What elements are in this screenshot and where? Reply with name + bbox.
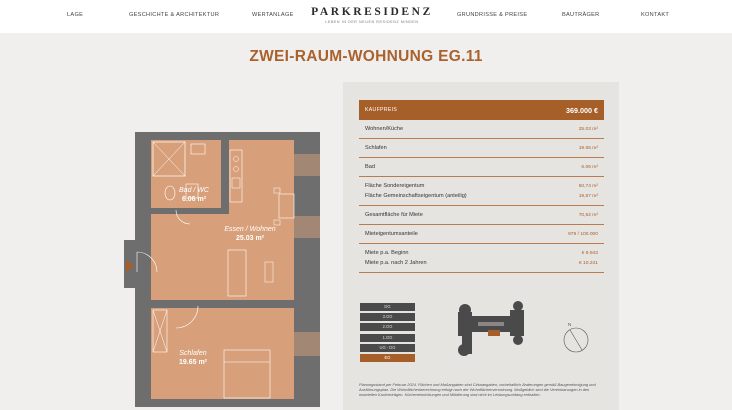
nav-grundrisse-preise[interactable]: GRUNDRISSE & PREISE <box>457 12 528 18</box>
room-schlafen <box>151 308 294 399</box>
logo-tagline: LEBEN IN DER NEUEN RESIDENZ MINDEN <box>325 20 419 24</box>
room-area-bad-wc: 6.06 m² <box>181 196 207 203</box>
detail-label: Miete p.a. Beginn <box>365 250 409 256</box>
nav-wertanlage[interactable]: WERTANLAGE <box>252 12 294 18</box>
detail-row-mieteigentum <box>359 225 604 244</box>
logo[interactable] <box>308 6 436 24</box>
detail-label: Miete p.a. nach 2 Jahren <box>365 260 427 266</box>
nav-geschichte-architektur[interactable]: GESCHICHTE & ARCHITEKTUR <box>129 12 220 18</box>
site-plan-icon <box>438 300 538 362</box>
compass-north-label: N <box>568 322 572 327</box>
detail-value: 979 / 100.000 <box>568 231 598 237</box>
details-table <box>359 100 604 273</box>
room-area-schlafen: 19.65 m² <box>178 359 208 366</box>
detail-value: 19.65 m² <box>578 145 598 151</box>
price-row <box>359 100 604 120</box>
compass-icon <box>560 320 592 354</box>
nav-bautraeger[interactable]: BAUTRÄGER <box>562 12 600 18</box>
detail-row-gesamtflaeche <box>359 206 604 225</box>
detail-value: 70,62 m² <box>578 212 598 218</box>
detail-label: Schlafen <box>365 145 387 151</box>
floor-selector <box>360 303 415 364</box>
apartment-info-panel <box>343 82 619 410</box>
detail-label: Fläche Sondereigentum <box>365 183 425 189</box>
room-label-bad-wc: Bad / WC <box>179 187 209 194</box>
floor-button-3og[interactable]: 3.OG <box>360 313 415 321</box>
detail-row-bad <box>359 158 604 177</box>
detail-value: € 9.943 <box>581 250 598 256</box>
detail-value: 6.06 m² <box>581 164 598 170</box>
detail-row-flaechen <box>359 177 604 206</box>
room-label-essen-wohnen: Essen / Wohnen <box>224 226 276 233</box>
detail-label: Wohnen/Küche <box>365 126 404 132</box>
floor-button-eg[interactable]: EG <box>360 354 415 362</box>
room-label-schlafen: Schlafen <box>179 350 207 357</box>
detail-row-miete <box>359 244 604 273</box>
detail-label: Fläche Gemeinschaftseigentum (anteilig) <box>365 193 467 199</box>
floor-button-ug-dg[interactable]: UG - DG <box>360 344 415 352</box>
detail-row-wohnen <box>359 120 604 139</box>
room-area-essen-wohnen: 25.03 m² <box>235 235 265 242</box>
price-value: 369.000 € <box>566 105 598 115</box>
detail-label: Gesamtfläche für Miete <box>365 212 423 218</box>
detail-value: € 10.241 <box>578 260 598 266</box>
disclaimer-text: Planungsstand per Februar 2024. Flächen und Maßangaben sind Cirkaangaben, vorbehaltlich Änderungen gemäß Baugenehmigung und Ausführungsplan. Die Wohnflächenberechnung erfolgt nach der Wohnflächenverordnung. Maßgeblich sind die Vereinbarungen in den notariellen Kaufverträgen. Kücheneinrichtungen und Möblierung sind nicht im Leistungsumfang enthalten. <box>359 382 596 398</box>
floor-button-dg[interactable]: DG <box>360 303 415 311</box>
floor-button-2og[interactable]: 2.OG <box>360 323 415 331</box>
floor-plan <box>124 132 320 407</box>
detail-label: Bad <box>365 164 375 170</box>
site-plan-unit-highlight <box>488 330 500 336</box>
nav-kontakt[interactable]: KONTAKT <box>641 12 670 18</box>
nav-lage[interactable]: LAGE <box>67 12 84 18</box>
logo-main: PARKRESIDENZ <box>311 6 433 18</box>
detail-value: 50,74 m² <box>578 183 598 189</box>
page-title: ZWEI-RAUM-WOHNUNG EG.11 <box>249 48 483 65</box>
top-navigation <box>0 0 732 33</box>
detail-row-schlafen <box>359 139 604 158</box>
price-label: KAUFPREIS <box>365 107 398 113</box>
detail-label: Mieteigentumsanteile <box>365 231 418 237</box>
detail-value: 25.03 m² <box>578 126 598 132</box>
detail-value: 19,87 m² <box>578 193 598 199</box>
floor-button-1og[interactable]: 1.OG <box>360 334 415 342</box>
